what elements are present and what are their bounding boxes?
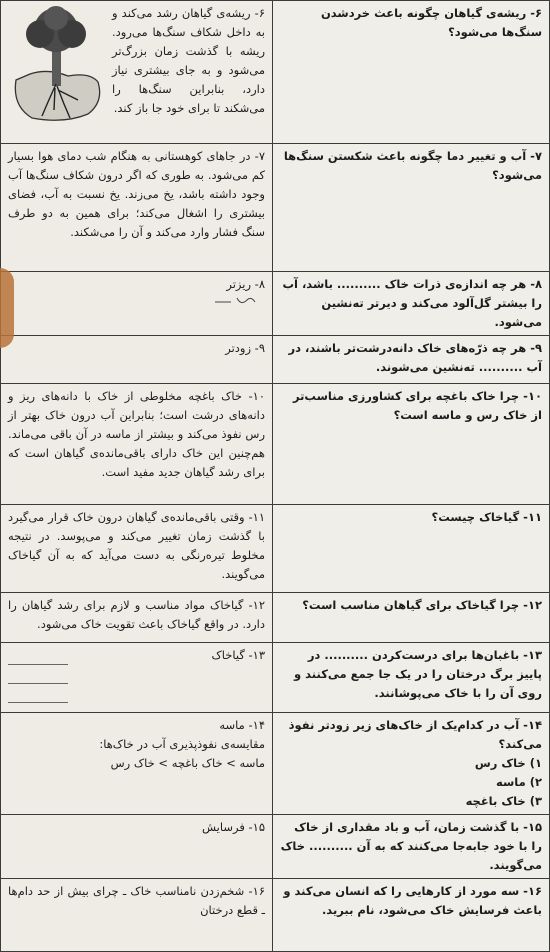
question-8: ۸- هر چه اندازه‌ی ذرات خاک .......... باشد، آب را بیشتر گل‌آلود می‌کند و دیرتر ته‌نشین می‌شود.	[273, 272, 550, 336]
answer-15: ۱۵- فرسایش	[1, 815, 273, 879]
table-row	[1, 593, 550, 643]
answer-8	[1, 272, 273, 336]
handwritten-blank-lines	[8, 652, 68, 709]
question-6: ۶- ریشه‌ی گیاهان چگونه باعث خردشدن سنگ‌ها می‌شود؟	[273, 1, 550, 144]
question-9: ۹- هر چه ذرّه‌های خاک دانه‌درشت‌تر باشند، در آب .......... ته‌نشین می‌شوند.	[273, 336, 550, 384]
option-2: ۲) ماسه	[495, 775, 542, 789]
question-12: ۱۲- چرا گیاخاک برای گیاهان مناسب است؟	[273, 593, 550, 643]
question-10: ۱۰- چرا خاک باغچه برای کشاورزی مناسب‌تر از خاک رس و ماسه است؟	[273, 384, 550, 505]
answer-13	[1, 643, 273, 713]
question-11: ۱۱- گیاخاک چیست؟	[273, 505, 550, 593]
answer-13-text: ۱۳- گیاخاک	[211, 648, 265, 662]
option-3: ۳) خاک باغچه	[465, 794, 542, 808]
handwritten-scribble	[155, 294, 265, 308]
table-row	[1, 879, 550, 952]
answer-6-text: ۶- ریشه‌ی گیاهان رشد می‌کند و به داخل شکاف سنگ‌ها می‌رود. ریشه با گذشت زمان بزرگ‌تر می‌شود و به جای بیشتری نیاز دارد، بنابراین سنگ‌ها را می‌شکند تا برای خود جا باز کند.	[112, 6, 265, 115]
answer-6	[1, 1, 273, 144]
answer-16: ۱۶- شخم‌زدن نامناسب خاک ـ چرای بیش از حد دام‌ها ـ قطع درختان	[1, 879, 273, 952]
answer-10: ۱۰- خاک باغچه مخلوطی از خاک با دانه‌های ریز و دانه‌های درشت است؛ بنابراین آب درون خاک بهتر از رس نفوذ می‌کند و بیشتر از ماسه در آن باقی می‌ماند. هم‌چنین این خاک دارای باقی‌مانده‌ی گیاهان است که برای رشد گیاهان جدید مفید است.	[1, 384, 273, 505]
options-list	[280, 754, 542, 811]
table-row	[1, 384, 550, 505]
table-row	[1, 1, 550, 144]
answer-12: ۱۲- گیاخاک مواد مناسب و لازم برای رشد گیاهان را دارد. در واقع گیاخاک باعث تقویت خاک می‌شود.	[1, 593, 273, 643]
option-1: ۱) خاک رس	[474, 756, 542, 770]
table-row	[1, 336, 550, 384]
question-7: ۷- آب و تغییر دما چگونه باعث شکستن سنگ‌ها می‌شود؟	[273, 144, 550, 272]
question-14-text: ۱۴- آب در کدام‌یک از خاک‌های زیر زودتر نفوذ می‌کند؟	[288, 718, 542, 751]
answer-14	[1, 713, 273, 815]
finger-edge-shadow	[0, 268, 14, 348]
answer-14-comparison-title: مقایسه‌ی نفوذپذیری آب در خاک‌ها:	[99, 737, 265, 751]
table-row	[1, 713, 550, 815]
question-13: ۱۳- باغبان‌ها برای درست‌کردن .......... در پاییز برگ درختان را در یک جا جمع می‌کنند و روی آن را با خاک می‌پوشانند.	[273, 643, 550, 713]
question-15: ۱۵- با گذشت زمان، آب و باد مقداری از خاک را با خود جابه‌جا می‌کنند که به آن .......... خاک می‌گویند.	[273, 815, 550, 879]
table-row	[1, 272, 550, 336]
table-row	[1, 815, 550, 879]
answer-7: ۷- در جاهای کوهستانی به هنگام شب دمای هوا بسیار کم می‌شود. به طوری که اگر درون شکاف سنگ‌ها آب وجود داشته باشد، یخ می‌زند. یخ نسبت به آب، فضای بیشتری را اشغال می‌کند؛ برای همین به دو طرف سنگ فشار وارد می‌کند و آن را می‌شکند.	[1, 144, 273, 272]
table-row	[1, 144, 550, 272]
table-row	[1, 505, 550, 593]
question-16: ۱۶- سه مورد از کارهایی را که انسان می‌کند و باعث فرسایش خاک می‌شود، نام ببرید.	[273, 879, 550, 952]
answer-14-comparison: ماسه > خاک باغچه > خاک رس	[110, 756, 265, 770]
answer-11: ۱۱- وقتی باقی‌مانده‌ی گیاهان درون خاک قرار می‌گیرد با گذشت زمان تغییر می‌کند و می‌پوسد. در نتیجه مخلوط تیره‌رنگی به دست می‌آید که به آن گیاخاک می‌گویند.	[1, 505, 273, 593]
table-row	[1, 643, 550, 713]
answer-14-text: ۱۴- ماسه	[219, 718, 265, 732]
answer-9: ۹- زودتر	[1, 336, 273, 384]
tree-roots-rock-illustration	[8, 6, 106, 124]
question-14	[273, 713, 550, 815]
answer-8-text: ۸- ریزتر	[226, 277, 265, 291]
